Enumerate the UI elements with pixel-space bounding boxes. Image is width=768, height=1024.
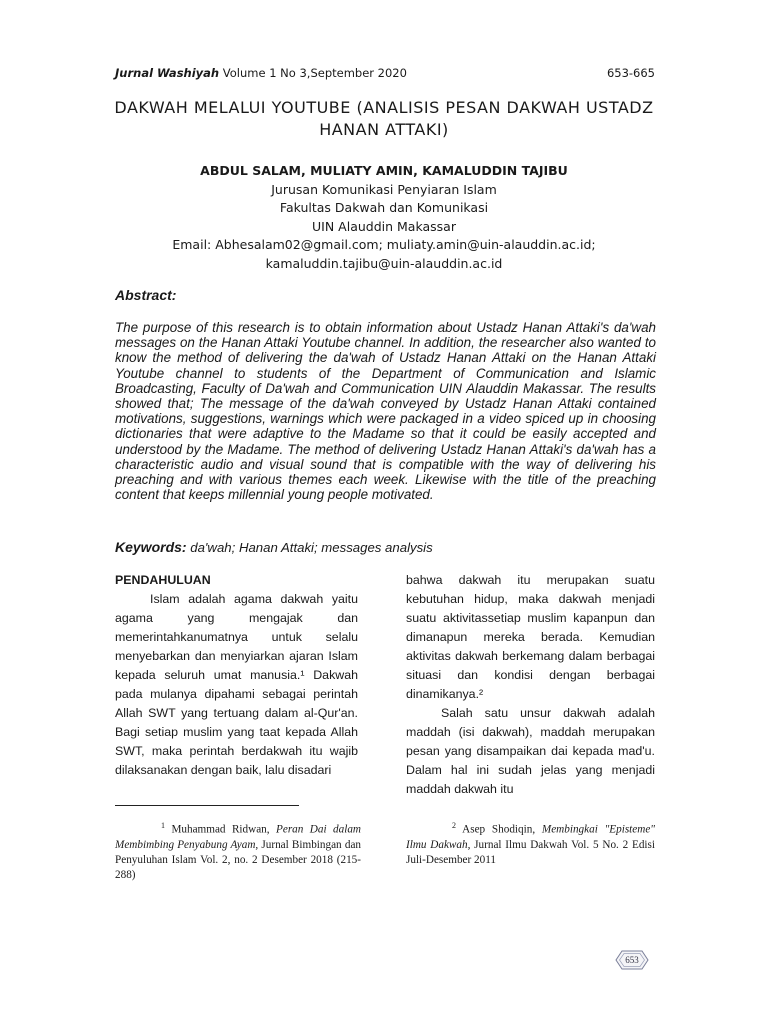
author-email-2: kamaluddin.tajibu@uin-alauddin.ac.id bbox=[265, 255, 503, 271]
page-range: 653-665 bbox=[606, 66, 655, 80]
section-heading: PENDAHULUAN bbox=[115, 573, 211, 587]
author-names: ABDUL SALAM, MULIATY AMIN, KAMALUDDIN TAJIBU bbox=[200, 163, 568, 178]
body-paragraph: Salah satu unsur dakwah adalah maddah (isi dakwah), maddah merupakan pesan yang disampaikan dai kepada mad'u. Dalam hal ini sudah jelas yang menjadi maddah dakwah itu bbox=[406, 706, 655, 796]
paper-title bbox=[100, 97, 668, 141]
footnote-2: $^2$ Asep Shodiqin, Membingkai "Episteme" Ilmu Dakwah, Jurnal Ilmu Dakwah Vol. 5 No. 2 Edisi Juli-Desember 2011 bbox=[406, 821, 656, 866]
running-header bbox=[115, 66, 655, 84]
title-line-1: DAKWAH MELALUI YOUTUBE (ANALISIS PESAN DAKWAH USTADZ bbox=[114, 98, 654, 117]
title-line-2: HANAN ATTAKI) bbox=[319, 120, 449, 139]
author-emails: Email: Abhesalam02@gmail.com; muliaty.amin@uin-alauddin.ac.id; bbox=[172, 237, 596, 252]
affiliation-faculty: Fakultas Dakwah dan Komunikasi bbox=[279, 200, 489, 215]
keywords bbox=[115, 539, 433, 555]
affiliation-university: UIN Alauddin Makassar bbox=[312, 218, 456, 234]
footnote-1: $^1$ Muhammad Ridwan, Peran Dai dalam Membimbing Penyabung Ayam, Jurnal Bimbingan dan Penyuluhan Islam Vol. 2, no. 2 Desember 2018 (215-288) bbox=[115, 821, 361, 881]
page-number: 653 bbox=[625, 955, 639, 965]
page-number-badge bbox=[614, 949, 650, 971]
footnote-number: 1 bbox=[161, 821, 165, 830]
affiliation-department: Jurusan Komunikasi Penyiaran Islam bbox=[271, 181, 497, 197]
journal-issue: Volume 1 No 3,September 2020 bbox=[219, 66, 407, 80]
body-column-right bbox=[406, 571, 655, 799]
body-column-left bbox=[115, 571, 358, 780]
abstract-text: The purpose of this research is to obtain information about Ustadz Hanan Attaki's da'wah messages on the Hanan Attaki Youtube channel. In addition, the researcher also wanted to know the method of delivering the da'wah of Ustadz Hanan Attaki on the Hanan Attaki Youtube channel to students of the Department of Communication and Islamic Broadcasting, Faculty of Da'wah and Communication UIN Alauddin Makassar. The results showed that; The message of the da'wah conveyed by Ustadz Hanan Attaki contained motivations, suggestions, warnings which were packaged in a video spiced up in choosing dictionaries that were adaptive to the Madame so that it could be easily accepted and understood by the Madame. The method of delivering Ustadz Hanan Attaki's da'wah has a characteristic audio and visual sound that is compatible with the way of delivering his preaching and with various themes each week. Likewise with the title of the preaching content that keeps millennial young people motivated. bbox=[115, 320, 656, 503]
body-paragraph: bahwa dakwah itu merupakan suatu kebutuhan hidup, maka dakwah menjadi suatu aktivitassetiap muslim kapanpun dan dimanapun mereka berada. Kemudian aktivitas dakwah berkemang dalam berbagai situasi dan kondisi dengan berbagai dinamikanya.² bbox=[406, 573, 655, 701]
body-paragraph: Islam adalah agama dakwah yaitu agama yang mengajak dan memerintahkanumatnya untuk selalu menyebarkan dan menyiarkan ajaran Islam kepada seluruh umat manusia.¹ Dakwah pada mulanya dipahami sebagai perintah Allah SWT yang tertuang dalam al-Qur'an. Bagi setiap muslim yang taat kepada Allah SWT, maka perintah berdakwah itu wajib dilaksanakan dengan baik, lalu disadari bbox=[115, 592, 358, 777]
abstract-heading: Abstract: bbox=[115, 287, 177, 303]
footnote-divider bbox=[115, 805, 299, 806]
footnote-number: 2 bbox=[452, 821, 456, 830]
journal-name: Jurnal Washiyah bbox=[115, 66, 220, 80]
keywords-text: da'wah; Hanan Attaki; messages analysis bbox=[186, 540, 433, 555]
keywords-label: Keywords: bbox=[115, 539, 187, 555]
author-block bbox=[100, 162, 668, 273]
